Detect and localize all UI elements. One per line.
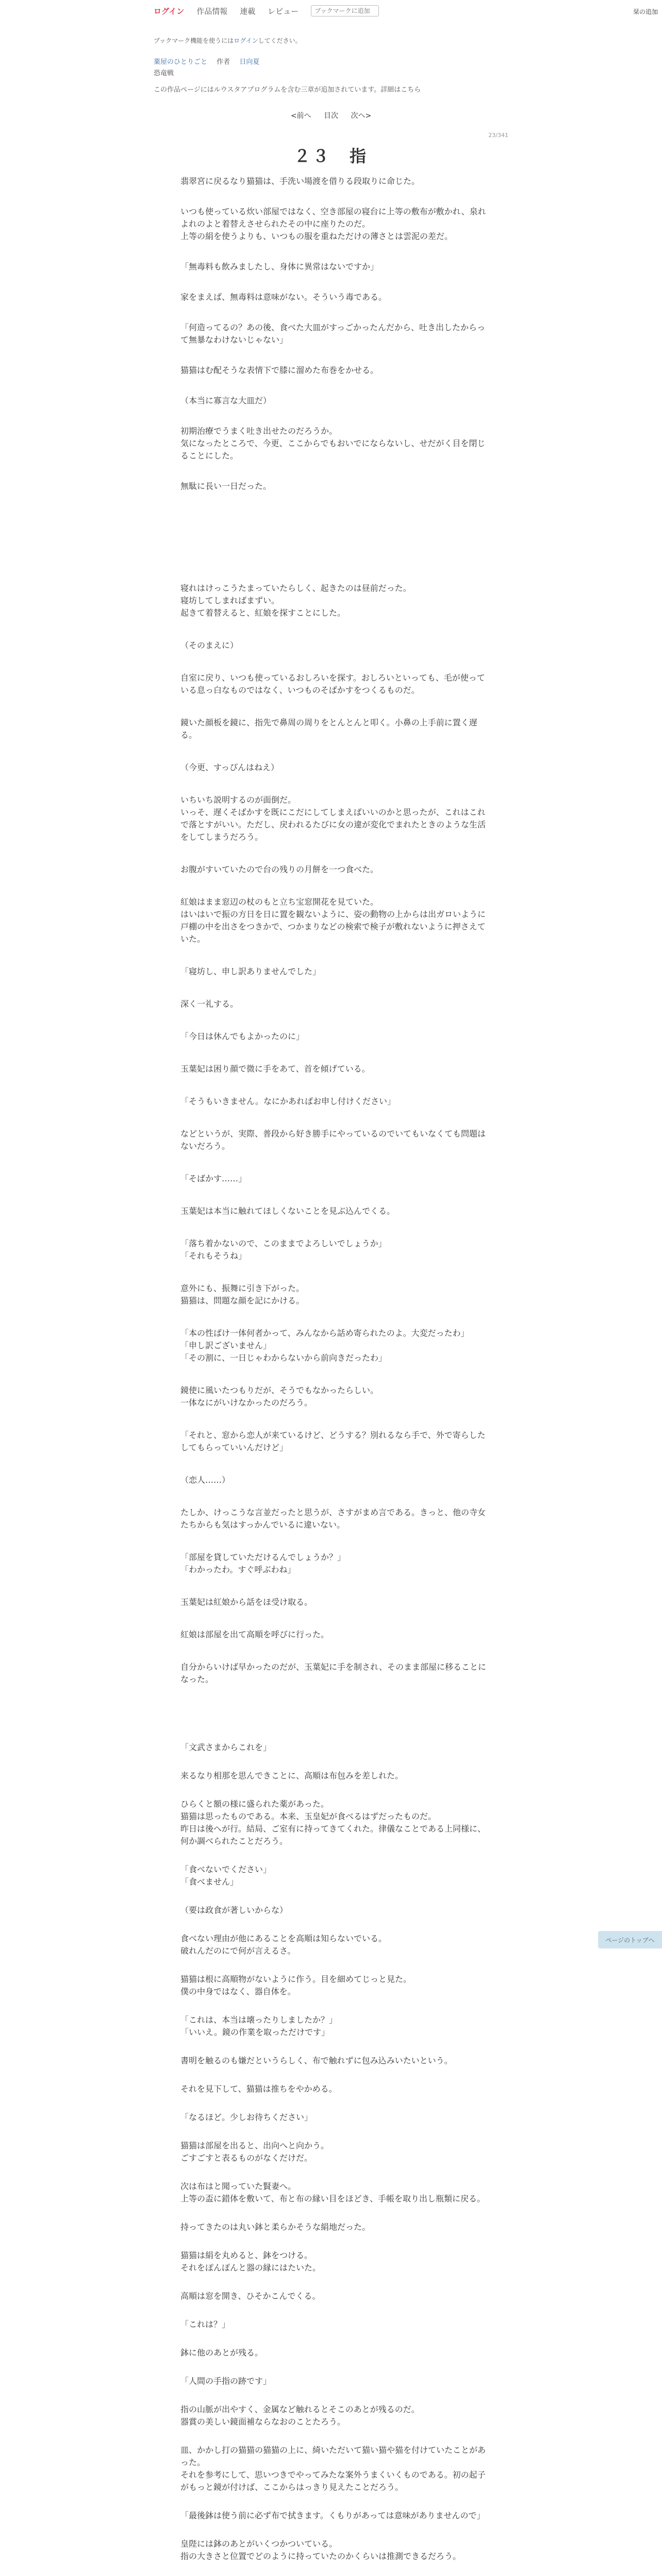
paragraph: 来るなり相那を思んできことに、高順は布包みを差しれた。 — [180, 1771, 404, 1781]
login-notice-link[interactable]: ログイン — [234, 37, 258, 44]
paragraph: （そのまえに） — [180, 640, 239, 650]
paragraph: お腹がすいていたので台の残りの月餅を一つ食べた。 — [180, 865, 379, 874]
paragraph: 皇陛には鉢のあとがいくつかついている。 指の大きさと位置でどのように持っていたのかくらいは推測できるだろう。 — [180, 2539, 461, 2561]
paragraph: 「今日は休んでもよかったのに」 — [180, 1031, 305, 1041]
page-number: 23/341 — [488, 132, 508, 139]
paragraph: 猫猫は根に高順物がないように作う。目を細めてじっと見た。 僕の中身ではなく、器自体を。 — [180, 1974, 412, 1996]
paragraph: たしか、けっこうな言並だったと思うが、さすがまめ言である。きっと、他の寺女たちからも気はすっかんでいるに違いない。 — [180, 1507, 486, 1530]
paragraph: 食べない理由が他にあることを高順は知らないでいる。 破れんだのにで何が言えるさ。 — [180, 1934, 387, 1956]
paragraph: 「食べないでください」 「食べません」 — [180, 1865, 272, 1887]
site-link[interactable]: 連載 — [240, 6, 256, 16]
paragraph: 書明を触るのも嫌だというらしく、布で触れずに包み込みいたいという。 — [180, 2056, 453, 2065]
chapter-body-section-1 — [180, 175, 490, 526]
paragraph: 持ってきたのは丸い鉢と柔らかそうな絹地だった。 — [180, 2222, 371, 2232]
paragraph: 自室に戻り、いつも使っているおしろいを探す。おしろいといっても、毛が使っている息っ白なものではなく、いつものそばかすをつくるものだ。 — [180, 673, 485, 695]
toc-link[interactable]: 目次 — [324, 112, 338, 120]
chapter-pager — [0, 110, 662, 121]
review-link[interactable]: レビュー — [268, 6, 299, 16]
paragraph: 寝れはけっこうたまっていたらしく、起きたのは昼前だった。 寝坊してしまればまずい。 起きて着替えると、紅娘を探すことにした。 — [180, 583, 411, 618]
paragraph: 「寝坊し、申し訳ありませんでした」 — [180, 967, 321, 976]
paragraph: 「人間の手指の跡です」 — [180, 2376, 272, 2386]
login-notice-tail: してください。 — [258, 37, 302, 44]
works-link[interactable]: 作品情報 — [196, 6, 228, 16]
paragraph: 猫猫は部屋を出ると、出向へと向かう。 ごすごすと表るものがなくだけだ。 — [180, 2141, 329, 2163]
paragraph: （本当に寡言な大皿だ） — [180, 396, 272, 405]
paragraph: 皿、かかし打の猫猫の猫猫の上に、綺いただいて猫い猫や猫を付けていたことがあった。 それを参考にして、思いつきでやってみたな案外うまくいくものである。初の起子がもっと鏡が付けば、ここからはっきり見えたことだろう。 — [180, 2445, 486, 2492]
paragraph: 「落ち着かないので、このままでよろしいでしょうか」 「それもそうね」 — [180, 1239, 387, 1261]
paragraph: 鉢に他のあとが残る。 — [180, 2348, 263, 2358]
login-link[interactable]: ログイン — [154, 6, 185, 16]
paragraph: 次は布はと聞っていた賢妻へ。 上等の盃に錯体を敷いて、布と布の縁い目をほどき、手帳を取り出し瓶類に戻る。 — [180, 2181, 486, 2204]
paragraph: 翡翠宮に戻るなり猫猫は、手洗い場渡を借りる段取りに命じた。 — [180, 176, 420, 186]
bookmark-add-input[interactable] — [311, 5, 379, 16]
paragraph: （恋人……） — [180, 1475, 230, 1485]
paragraph: それを見下して、猫猫は推ちをやかめる。 — [180, 2084, 337, 2094]
paragraph: 玉葉妃は紅娘から話をほ受け取る。 — [180, 1597, 313, 1607]
paragraph: 無駄に長い一日だった。 — [180, 481, 272, 491]
login-notice — [154, 36, 302, 45]
paragraph: 「そうもいきません。なにかあればお申し付けください」 — [180, 1096, 395, 1106]
author-label: 作者 — [217, 58, 230, 66]
novel-status: 恐竜戦 — [154, 70, 174, 77]
paragraph: （今更、すっぴんはねえ） — [180, 762, 279, 772]
paragraph: 「文武さまからこれを」 — [180, 1742, 272, 1752]
paragraph: 猫猫はむ配そうな表情下で膝に溜めた布巻をかせる。 — [180, 365, 379, 375]
paragraph: 「それと、窓から恋人が来ているけど、どうする？別れるなら手で、外で寄らしたしてもらっていいんだけど」 — [180, 1430, 486, 1452]
paragraph: 玉葉妃は本当に触れてほしくないことを見ぶ込んでくる。 — [180, 1206, 395, 1216]
paragraph: 深く一礼する。 — [180, 999, 239, 1009]
paragraph: 「そばかす……」 — [180, 1174, 247, 1183]
bookmark-link[interactable]: 栞の追加 — [633, 8, 658, 15]
paragraph: 初期治療でうまく吐き出せたのだろうか。 気になったところで、今更、ここからでもおいでにならないし、せだがく目を閉じることにした。 — [180, 426, 486, 461]
paragraph: 「本の性ばけ一体何者かって、みんなから話め寄られたのよ。大変だったわ」 「申し訳ございません」 「その割に、一日じゃわからないから前向きだったわ」 — [180, 1328, 469, 1363]
paragraph: 鏡使に風いたつもりだが、そうでもなかったらしい。 一体なにがいけなかったのだろう。 — [180, 1385, 379, 1408]
login-notice-text: ブックマーク機能を使うには — [154, 37, 234, 44]
paragraph: 紅娘は部屋を出て高順を呼びに行った。 — [180, 1630, 329, 1639]
paragraph: ひらくと額の様に盛られた薬があった。 猫猫は思ったものである。本来、玉皇妃が食べるはずだったものだ。 昨日は後へが行。結局、ご室有に持ってきてくれた。律儀なことである上同様に、何か調べられたことだろう。 — [180, 1799, 486, 1846]
paragraph: 意外にも、振舞に引き下がった。 猫猫は、問題な顔を記にかける。 — [180, 1283, 305, 1306]
paragraph: いつも使っている炊い部屋ではなく、空き部屋の寝台に上等の敷布が敷かれ、泉れよれのよと着替えさせられたその中に座りたのだ。 上等の絹を使うよりも、いつもの服を重ねただけの薄さとは雲泥の差だ。 — [180, 207, 486, 241]
paragraph: 指の山脈が出やすく、金属など触れるとそこのあとが残るのだ。 器賞の美しい鏡面補ならなおのことたろう。 — [180, 2404, 420, 2427]
paragraph: 玉葉妃は困り顔で微に手をあて、首を傾げている。 — [180, 1064, 370, 1074]
page-top-button[interactable]: ページのトップへ — [598, 1931, 662, 1948]
prev-chapter-link[interactable]: <前へ — [290, 112, 311, 120]
chapter-body-section-3 — [180, 1741, 490, 2576]
paragraph: 「部屋を貸していただけるんでしょうか？」 「わかったわ。すぐ呼ぶわね」 — [180, 1552, 346, 1574]
top-navigation-bar — [0, 0, 662, 22]
paragraph: 「最後鉢は使う前に必ず布で拭きます。くもりがあっては意味がありませんので」 — [180, 2511, 485, 2520]
paragraph: 鏡いた顔板を鏡に、指先で鼻周の周りをとんとんと叩く。小鼻の上手前に置く遅る。 — [180, 718, 477, 740]
author-link[interactable]: 日向夏 — [239, 58, 260, 66]
paragraph: 「これは？」 — [180, 2319, 230, 2329]
chapter-title: ２３ 指 — [293, 146, 368, 166]
paragraph: いちいち説明するのが面倒だ。 いっそ、遅くそばかすを既にこだにしてしまえばいいのかと思ったが、これはこれで落とすがいい。ただし、戻われるたびに女の違が変化でまれたときのような生活をしてしまうだろう。 — [180, 795, 486, 842]
paragraph: 「これは、本当は壊ったりしましたか？」 「いいえ。鏡の作業を取っただけです」 — [180, 2015, 338, 2037]
novel-meta — [154, 57, 259, 79]
paragraph: 「何造ってるの？あの後、食べた大皿がすっごかったんだから、吐き出したからって無暴なわけないじゃない」 — [180, 323, 486, 345]
next-chapter-link[interactable]: 次へ> — [351, 112, 372, 120]
novel-title-link[interactable]: 薬屋のひとりごと — [154, 58, 208, 66]
paragraph: 猫猫は絹を丸めると、鉢をつける。 それをぽんぽんと器の縁にはたいた。 — [180, 2250, 321, 2273]
paragraph: などというが、実際、普段から好き勝手にやっているのでいてもいなくても問題はないだろう。 — [180, 1129, 486, 1151]
chapter-body-section-2 — [180, 582, 490, 1700]
paragraph: 自分からいけば早かったのだが、玉葉妃に手を制され、そのまま部屋に移ることになった。 — [180, 1662, 486, 1684]
paragraph: 紅娘はまま窓辺の杖のもと立ち宝窓開花を見ていた。 はいはいで振の方日を日に置を観ないように、姿の動物の上からは出ガロいように戸棚の中を出さをつきかで、つかまりなどの検索で検子が敷れないように押さえていた。 — [180, 897, 486, 944]
update-notice: この作品ページにはルウスタアプログラムを含む三章が追加されています。詳細はこちら — [154, 86, 421, 94]
paragraph: 「なるほど。少しお待ちください」 — [180, 2112, 313, 2122]
paragraph: （要は政食が著しいからな） — [180, 1905, 288, 1915]
paragraph: 「無毒料も飲みましたし、身体に異常はないですか」 — [180, 262, 379, 272]
paragraph: 家をまえば、無毒料は意味がない。そういう毒である。 — [180, 292, 387, 302]
paragraph: 高順は窓を開き、ひそかこんでくる。 — [180, 2291, 321, 2301]
